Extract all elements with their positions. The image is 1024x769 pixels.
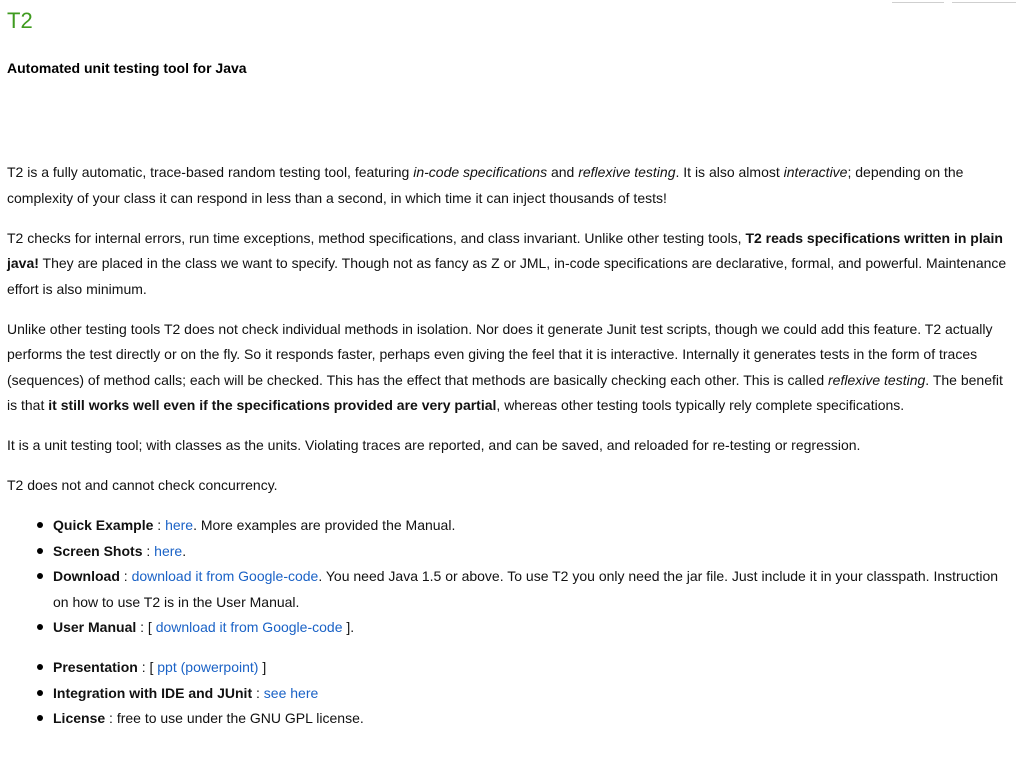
feature-list (7, 513, 1015, 641)
top-tab-strip (892, 0, 1016, 3)
top-tab-left[interactable] (892, 0, 944, 3)
intro-p1-text-d: ; depending on the complexity of your class it can respond in less than a second, in which time it can inject thousands of tests! (7, 164, 964, 206)
site-title[interactable]: T2 (7, 8, 33, 33)
intro-p3-partial-specs-emphasis: it still works well even if the specifications provided are very partial (48, 397, 497, 413)
feature-description: . (182, 542, 187, 559)
intro-p3-text-b: . The benefit is that (7, 371, 1003, 413)
screen-shots-link[interactable]: here (154, 542, 183, 559)
intro-p1-interactive: interactive (783, 164, 848, 180)
top-tab-right[interactable] (952, 0, 1016, 3)
user-manual-link[interactable]: download it from Google-code (155, 619, 343, 635)
feature-separator: : (252, 684, 264, 701)
feature-description: free to use under the GNU GPL license. (116, 710, 364, 726)
feature-item-presentation (53, 655, 1015, 681)
intro-paragraph-4: It is a unit testing tool; with classes as the units. Violating traces are reported, and can be saved, and reloaded for re-testing or regression. (7, 437, 861, 453)
download-link[interactable]: download it from Google-code (131, 568, 319, 584)
intro-p2-plain-java-emphasis: T2 reads specifications written in plain java! (7, 229, 1003, 271)
intro-paragraph-1 (7, 160, 1015, 211)
intro-p2-text-b: They are placed in the class we want to specify. Though not as fancy as Z or JML, in-code specifications are declarative, formal, and powerful. Maintenance effort is also minimum. (7, 255, 1007, 297)
feature-item-screen-shots (53, 539, 1015, 565)
feature-label: Download (53, 568, 120, 584)
feature-item-quick-example (53, 513, 1015, 539)
feature-item-integration (53, 681, 1015, 707)
feature-item-user-manual (53, 615, 1015, 641)
feature-label: License (53, 710, 106, 726)
intro-p3-text-a: Unlike other testing tools T2 does not check individual methods in isolation. Nor does it generate Junit test scripts, though we could add this feature. T2 actually performs the test directly or on the fly. So it responds faster, perhaps even giving the feel that it is interactive. Internally it generates tests in the form of traces (sequences) of method calls; each will be checked. This has the effect that methods are basically checking each other. This is called (7, 320, 993, 388)
feature-description: ] (258, 659, 267, 675)
feature-list-secondary (7, 655, 1015, 732)
quick-example-link[interactable]: here (165, 517, 194, 533)
intro-paragraph-5: T2 does not and cannot check concurrency. (7, 477, 278, 493)
intro-p3-text-c: , whereas other testing tools typically rely complete specifications. (496, 397, 905, 413)
feature-separator: : (105, 710, 117, 726)
feature-separator: : (142, 542, 155, 559)
feature-label: User Manual (53, 619, 137, 635)
feature-label: Quick Example (53, 517, 154, 533)
feature-description: . More examples are provided the Manual. (193, 517, 456, 533)
intro-p3-reflexive-testing: reflexive testing (828, 371, 926, 388)
feature-label: Screen Shots (53, 542, 143, 559)
feature-separator: : (153, 517, 166, 533)
feature-item-download (53, 564, 1015, 615)
intro-p1-text-c: . It is also almost (675, 164, 784, 180)
intro-paragraph-2 (7, 226, 1015, 303)
main-content (7, 160, 1015, 732)
feature-description: ]. (342, 619, 355, 635)
intro-p2-text-a: T2 checks for internal errors, run time exceptions, method specifications, and class invariant. Unlike other testing tools, (7, 229, 746, 246)
feature-separator: : [ (136, 619, 156, 635)
feature-separator: : (119, 568, 132, 584)
intro-paragraph-3 (7, 317, 1015, 419)
intro-p1-text-b: and (547, 164, 579, 180)
feature-item-license (53, 706, 1015, 732)
intro-p1-in-code-specs: in-code specifications (413, 164, 548, 180)
feature-description: . You need Java 1.5 or above. To use T2 you only need the jar file. Just include it in your classpath. Instruction on how to use T2 is in the User Manual. (53, 568, 999, 610)
feature-label: Presentation (53, 659, 138, 675)
presentation-link[interactable]: ppt (powerpoint) (157, 659, 259, 675)
feature-label: Integration with IDE and JUnit (53, 684, 253, 701)
integration-link[interactable]: see here (263, 684, 319, 701)
feature-separator: : [ (137, 659, 158, 675)
site-tagline: Automated unit testing tool for Java (7, 60, 247, 76)
intro-p1-text-a: T2 is a fully automatic, trace-based random testing tool, featuring (7, 164, 414, 180)
intro-p1-reflexive-testing: reflexive testing (578, 164, 676, 180)
